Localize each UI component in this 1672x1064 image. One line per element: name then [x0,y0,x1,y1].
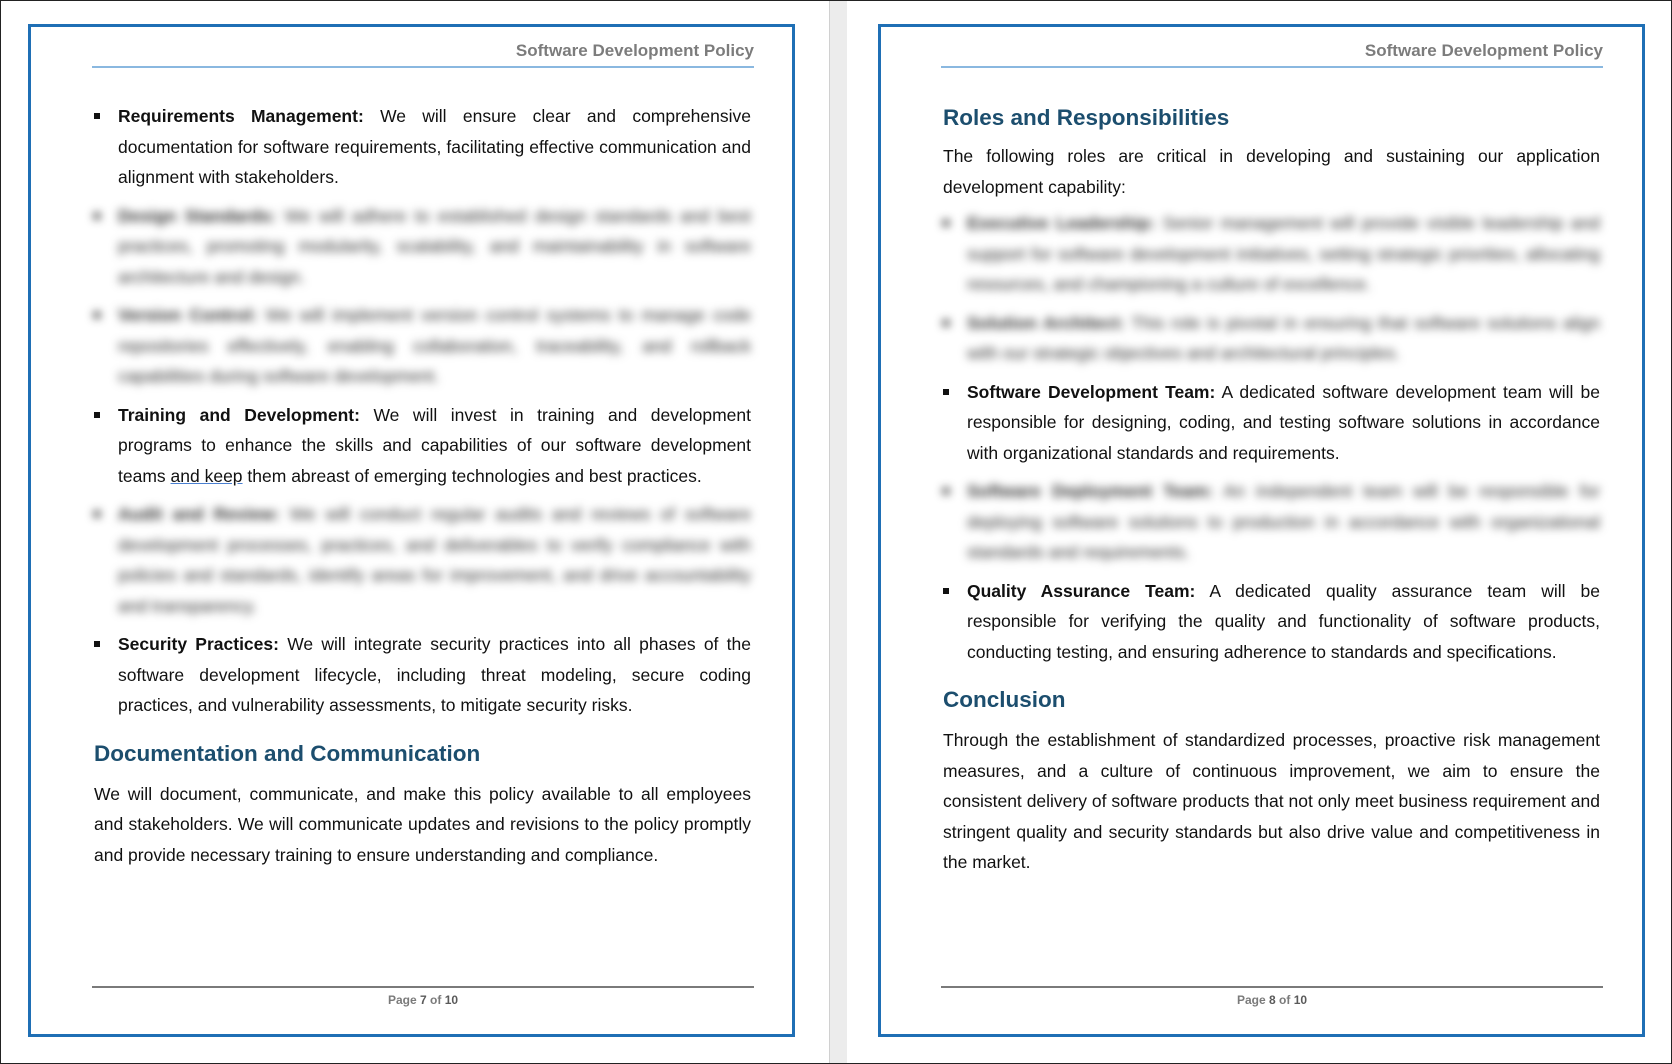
bullet-term: Executive Leadership: [967,213,1156,233]
bullet-term: Security Practices: [118,634,279,654]
roles-intro: The following roles are critical in developing and sustaining our application development capability: [943,146,1600,197]
list-item [943,576,1600,668]
list-item [94,629,751,721]
bullet-text: them abreast of emerging technologies and best practices. [247,465,702,486]
bullet-text: We will implement version control systems to manage code repositories effectively, enabling collaboration, traceability, and rollback capabilities during software development. [118,305,751,386]
page-7 [1,1,829,1063]
bullet-text: A dedicated software development team will be responsible for designing, coding, and testing software solutions in accordance with organizational standards and requirements. [967,381,1600,463]
section-paragraph: We will document, communicate, and make this policy available to all employees and stakeholders. We will communicate updates and revisions to the policy promptly and provide necessary training to ensure understanding and compliance. [94,783,751,865]
conclusion-paragraph: Through the establishment of standardized processes, proactive risk management measures, and a culture of continuous improvement, we aim to ensure the consistent delivery of software products that not only meet business requirement and stringent quality and security standards but also drive value and competitiveness in the market. [943,730,1600,872]
page-header-title: Software Development Policy [1364,41,1603,60]
page-number: 8 [1268,993,1276,1007]
bullet-text: An independent team will be responsible for deploying software solutions to production in accordance with organizational standards and requirements. [967,481,1600,562]
bullet-text: We will invest in training and development programs to enhance the skills and capabilities of our software development teams [118,404,751,486]
bullet-term: Audit and Review: [118,504,280,524]
page-body [94,101,751,870]
page-body [943,101,1600,878]
list-item [94,400,751,492]
header-rule [941,66,1603,68]
section-heading: Roles and Responsibilities [943,105,1230,130]
bullet-term: Version Control: [118,305,258,325]
bullet-term: Training and Development: [118,404,360,425]
bullet-text: Senior management will provide visible leadership and support for software development initiatives, setting strategic priorities, allocating resources, and championing a culture of excellence. [967,213,1600,294]
total-pages: 10 [1293,993,1308,1007]
bullet-term: Requirements Management: [118,106,364,126]
bullet-term: Quality Assurance Team: [967,580,1196,601]
list-item-blurred [943,208,1600,300]
list-item-blurred [943,476,1600,568]
page-number: 7 [419,993,427,1007]
total-pages: 10 [444,993,459,1007]
footer-rule [92,986,754,988]
page-footer [92,993,754,1007]
page-header-title: Software Development Policy [515,41,754,60]
footer-of: of [1279,993,1291,1007]
list-item-blurred [94,201,751,293]
section-heading: Conclusion [943,687,1066,712]
list-item [943,377,1600,469]
bullet-term: Software Deployment Team: [967,481,1214,501]
footer-prefix: Page [387,993,417,1007]
spellcheck-underline[interactable]: and keep [170,465,243,486]
list-item-blurred [943,308,1600,369]
page-gutter [829,1,848,1063]
bullet-text: A dedicated quality assurance team will be responsible for verifying the quality and functionality of software products, conducting testing, and ensuring adherence to standards and specifications. [967,580,1600,662]
bullet-text: This role is pivotal in ensuring that software solutions align with our strategic objectives and architectural principles. [967,312,1601,363]
bullet-term: Solution Architect: [967,312,1125,333]
policy-bullet-list [94,101,751,721]
bullet-text: We will conduct regular audits and reviews of software development processes, practices, and deliverables to verify compliance with policies and standards, identify areas for improvement, and drive accountability and transparency. [118,504,751,616]
bullet-term: Software Development Team: [967,381,1216,402]
bullet-term: Design Standards: [118,205,277,226]
footer-of: of [430,993,442,1007]
page-8 [847,1,1671,1063]
header-rule [92,66,754,68]
roles-bullet-list [943,208,1600,667]
page-footer [941,993,1603,1007]
footer-prefix: Page [1236,993,1266,1007]
footer-rule [941,986,1603,988]
bullet-text: We will adhere to established design standards and best practices, promoting modularity, scalability, and maintainability in software architecture and design. [118,205,751,287]
list-item-blurred [94,499,751,621]
list-item-blurred [94,300,751,392]
bullet-text: We will ensure clear and comprehensive documentation for software requirements, facilitating effective communication and alignment with stakeholders. [118,106,751,187]
bullet-text: We will integrate security practices into all phases of the software development lifecycle, including threat modeling, secure coding practices, and vulnerability assessments, to mitigate security risks. [118,634,751,715]
list-item [94,101,751,193]
section-heading: Documentation and Communication [94,740,481,766]
